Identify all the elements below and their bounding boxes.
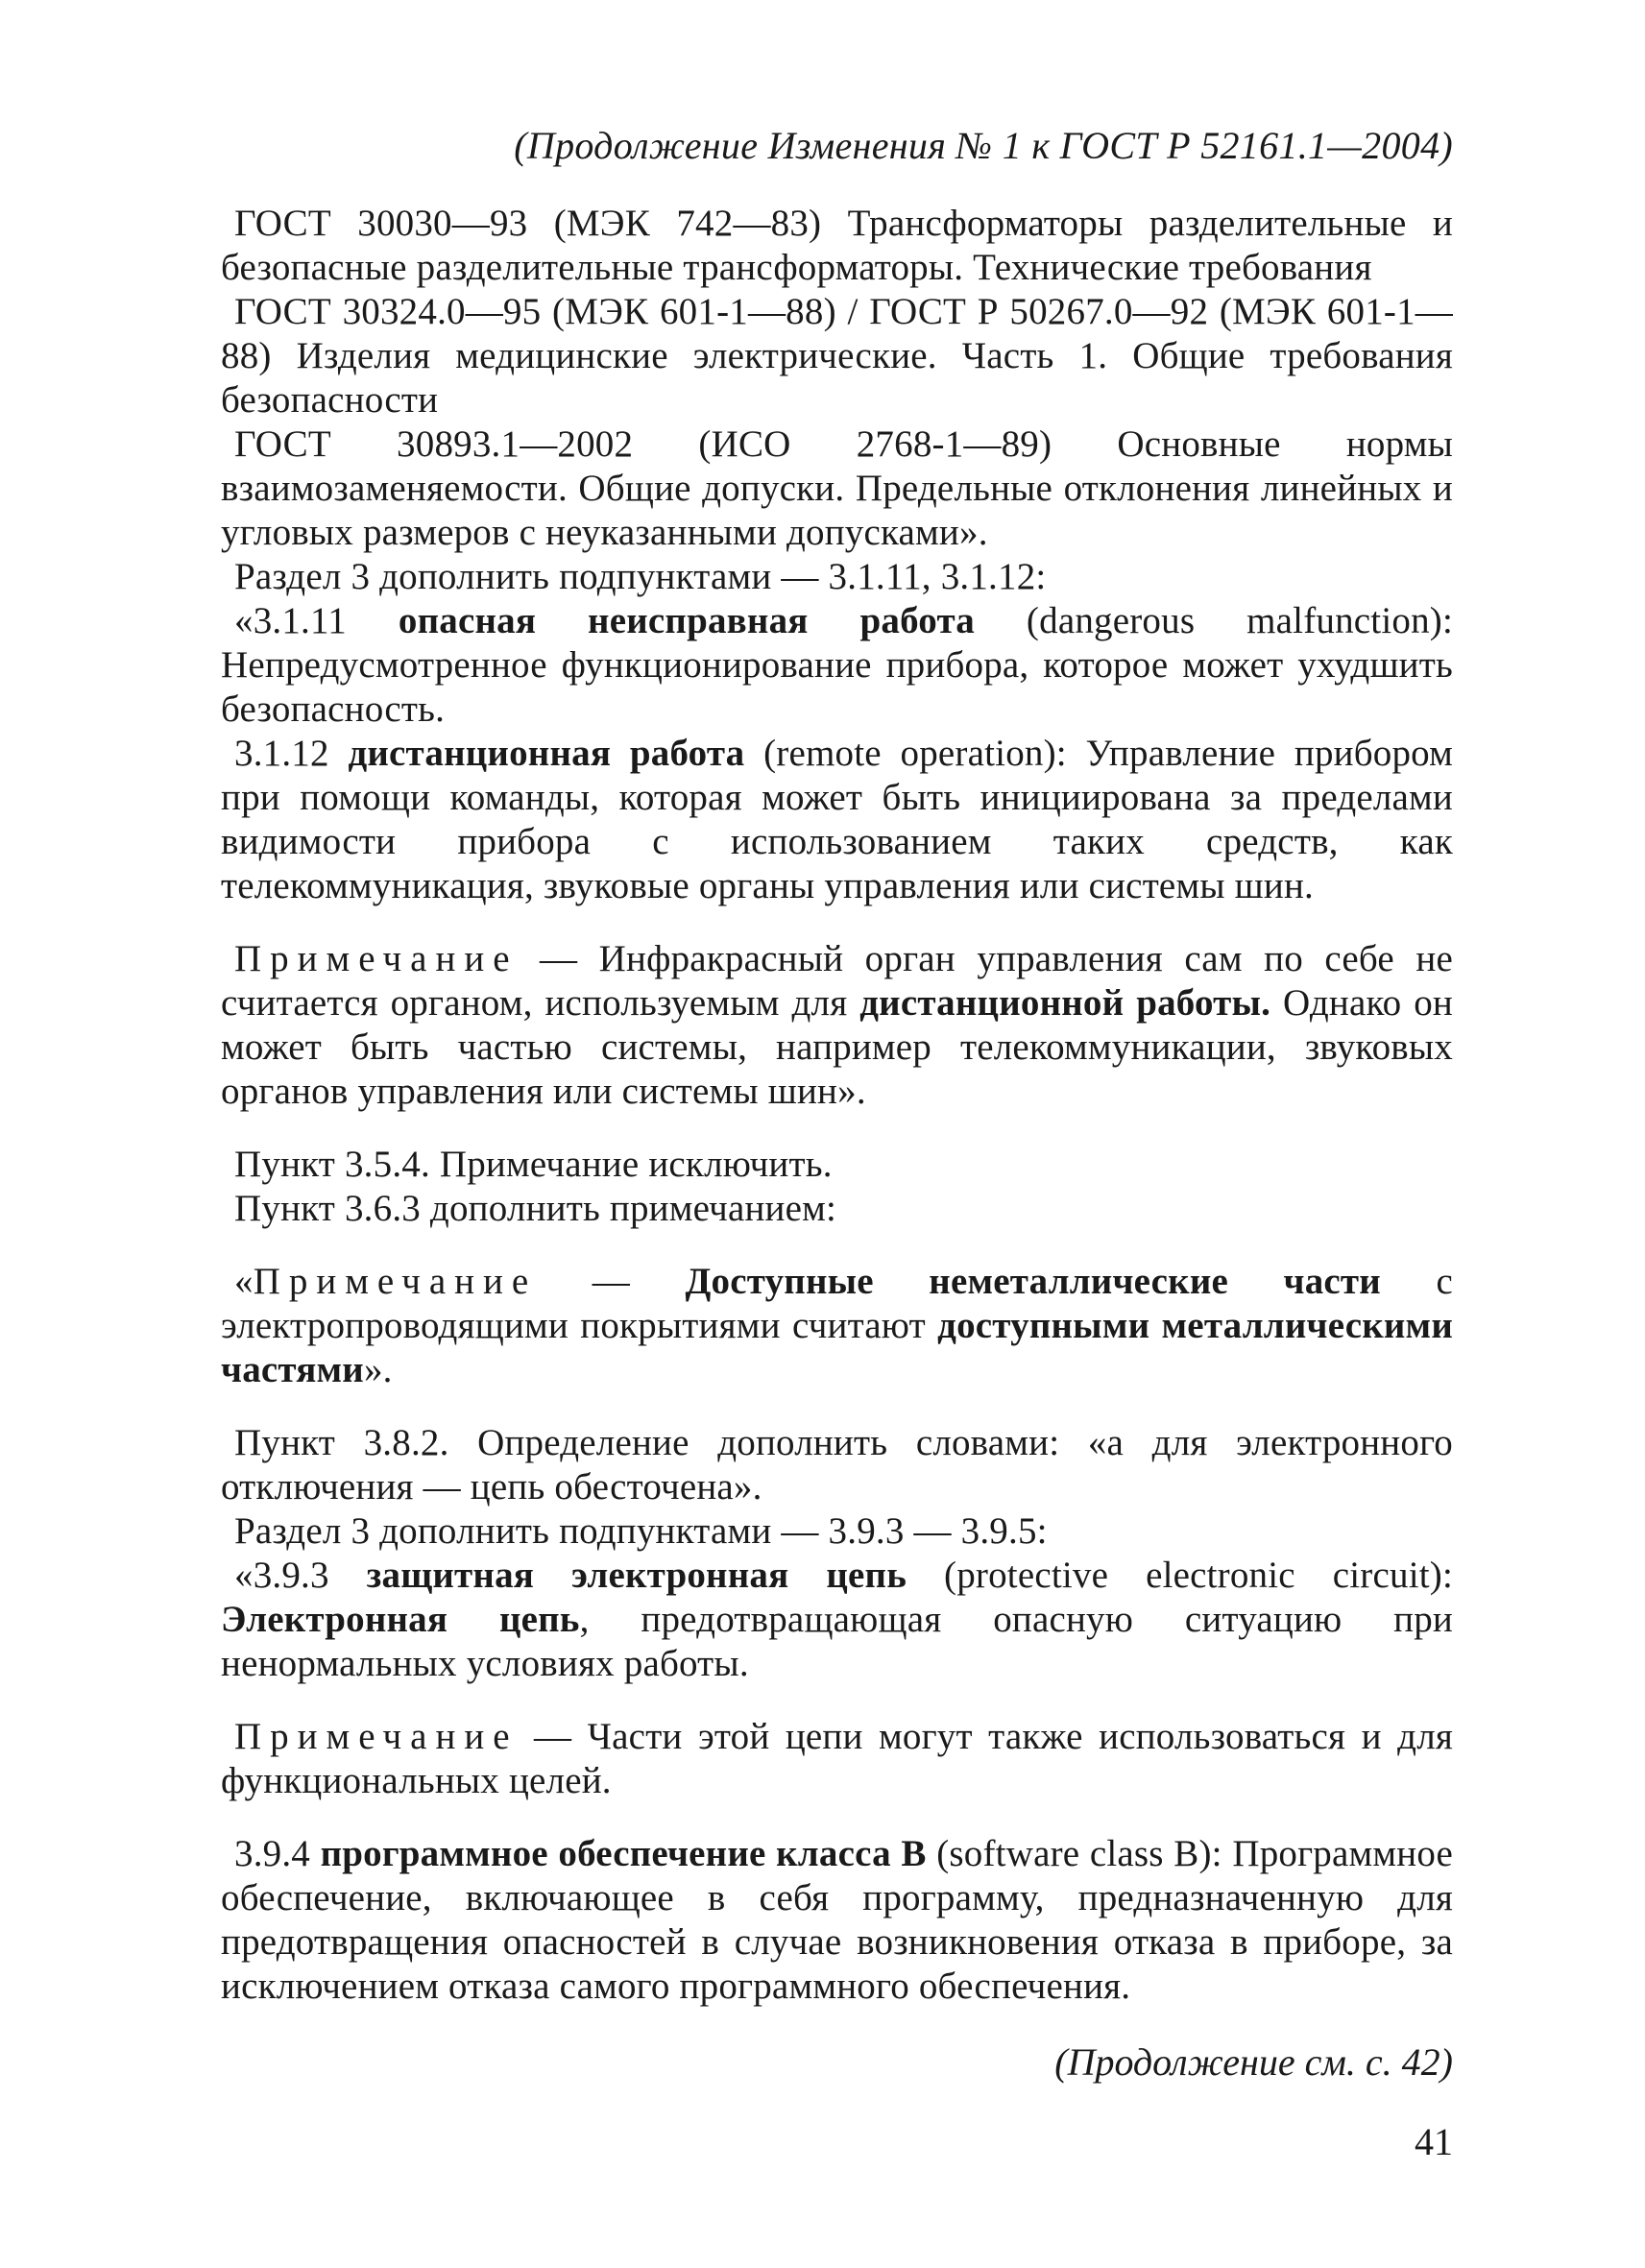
definition-number: «3.9.3	[234, 1555, 367, 1596]
definition-term: программное обеспечение класса В	[320, 1833, 927, 1874]
definition-3-1-11	[221, 599, 1453, 732]
definition-text: (dangerous malfunction): Непредусмотренное функционирование прибора, которое может ухудшить безопасность.	[221, 600, 1453, 730]
note-circuit-parts	[221, 1715, 1453, 1803]
note-text-continued: Однако он может быть частью системы, например телекоммуникации, звуковых органов управления или системы шин».	[221, 982, 1454, 1112]
note-text: — Части этой цепи могут также использоваться и для функциональных целей.	[221, 1716, 1453, 1801]
definition-number: «3.1.11	[234, 600, 399, 641]
definition-3-1-12	[221, 732, 1453, 908]
page-number: 41	[1415, 2120, 1453, 2163]
note-label: Примечание	[234, 938, 519, 979]
definition-number: 3.9.4	[234, 1833, 321, 1874]
definition-term: защитная электронная цепь	[366, 1555, 907, 1596]
note-term: дистанционной работы.	[859, 982, 1271, 1024]
paragraph-gost-30324: ГОСТ 30324.0—95 (МЭК 601-1—88) / ГОСТ Р 50267.0—92 (МЭК 601-1—88) Изделия медицинские электрические. Часть 1. Общие требования безопасности	[221, 291, 1453, 421]
definition-3-9-4	[221, 1832, 1453, 2009]
running-header: (Продолжение Изменения № 1 к ГОСТ Р 52161.1—2004)	[514, 124, 1453, 167]
definition-term: дистанционная работа	[348, 733, 745, 774]
paragraph-section3-add-1: Раздел 3 дополнить подпунктами — 3.1.11, 3.1.12:	[234, 556, 1047, 597]
quote-close: ».	[363, 1349, 393, 1390]
paragraph-clause-3-5-4: Пункт 3.5.4. Примечание исключить.	[234, 1144, 833, 1185]
paragraph-section3-add-2: Раздел 3 дополнить подпунктами — 3.9.3 — 3.9.5:	[234, 1510, 1048, 1552]
definition-text: (remote operation): Управление прибором при помощи команды, которая может быть инициирована за пределами видимости прибора с использованием таких средств, как телекоммуникация, звуковые органы управления или системы шин.	[221, 733, 1453, 906]
paragraph-clause-3-6-3: Пункт 3.6.3 дополнить примечанием:	[234, 1188, 837, 1229]
definition-text: , предотвращающая опасную ситуацию при ненормальных условиях работы.	[221, 1599, 1453, 1684]
continuation-note: (Продолжение см. с. 42)	[1054, 2040, 1453, 2084]
note-label: Примечание	[253, 1261, 538, 1302]
definition-3-9-3	[221, 1554, 1453, 1686]
paragraph-clause-3-8-2: Пункт 3.8.2. Определение дополнить словами: «а для электронного отключения — цепь обесточена».	[221, 1422, 1453, 1508]
definition-number: 3.1.12	[234, 733, 349, 774]
quote-open: «	[234, 1261, 254, 1302]
note-label: Примечание	[234, 1716, 519, 1757]
note-text: с электропроводящими покрытиями считают	[221, 1261, 1453, 1346]
note-term-2: доступными металлическими частями	[221, 1305, 1453, 1390]
definition-term-2: Электронная цепь	[221, 1599, 580, 1640]
definition-term: опасная неисправная работа	[398, 600, 976, 641]
note-text: — Инфракрасный орган управления сам по себе не считается органом, используемым для	[221, 938, 1453, 1024]
definition-text: (software class B): Программное обеспечение, включающее в себя программу, предназначенную для предотвращения опасностей в случае возникновения отказа в приборе, за исключением отказа самого программного обеспечения.	[221, 1833, 1454, 2007]
note-term: Доступные неметаллические части	[685, 1261, 1381, 1302]
definition-english: (protective electronic circuit):	[907, 1555, 1454, 1596]
note-nonmetallic-parts	[221, 1260, 1453, 1392]
paragraph-gost-30893: ГОСТ 30893.1—2002 (ИСО 2768-1—89) Основные нормы взаимозаменяемости. Общие допуски. Предельные отклонения линейных и угловых размеров с неуказанными допусками».	[221, 423, 1453, 553]
page-content	[221, 123, 1453, 2086]
note-remote-operation	[221, 937, 1453, 1114]
paragraph-gost-30030: ГОСТ 30030—93 (МЭК 742—83) Трансформаторы разделительные и безопасные разделительные трансформаторы. Технические требования	[221, 203, 1453, 288]
note-dash: —	[537, 1261, 686, 1302]
